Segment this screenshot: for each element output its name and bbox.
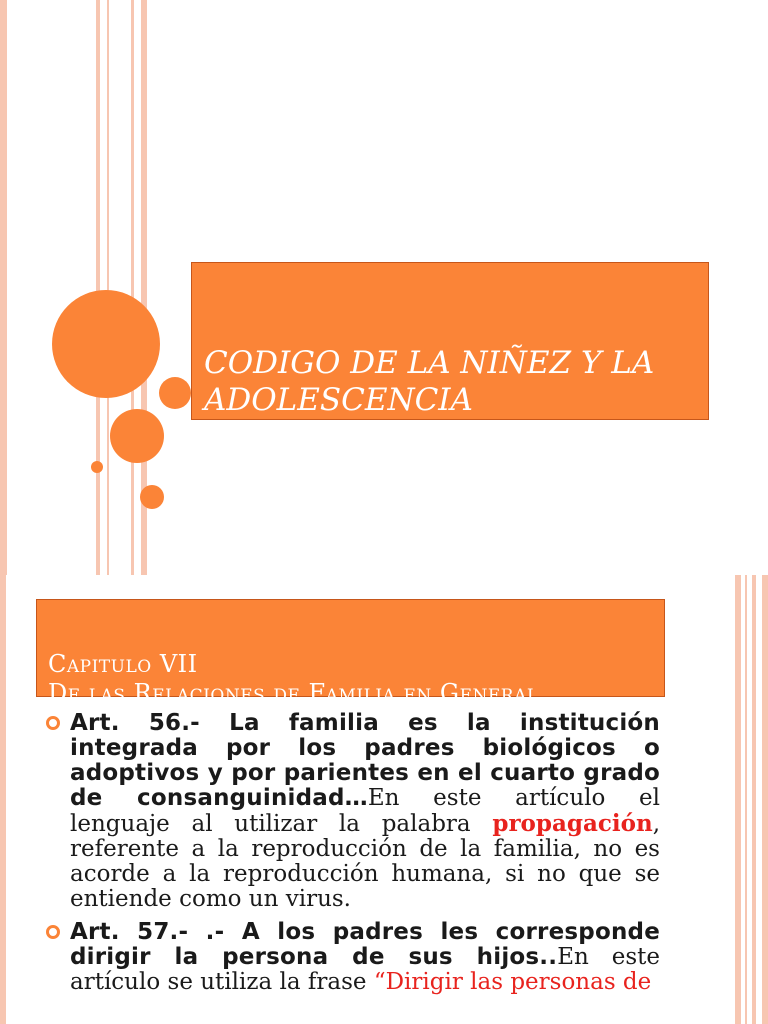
slide-2 <box>0 575 768 1024</box>
article-56-text-end: , referente a la reproducción de la familia, no es acorde a la reproducción humana, si no que se entiende como un virus. <box>70 811 660 912</box>
decorative-stripe <box>735 575 741 1024</box>
decorative-circle-medium <box>110 409 164 463</box>
bullet-ring-icon <box>46 925 60 939</box>
highlight-word: propagación <box>492 810 653 837</box>
slide-title: CODIGO DE LA NIÑEZ Y LA ADOLESCENCIA <box>204 345 655 418</box>
decorative-stripe <box>107 0 109 575</box>
decorative-stripe <box>762 575 768 1024</box>
bullet-ring-icon <box>46 716 60 730</box>
decorative-stripe <box>752 575 756 1024</box>
decorative-circle-tiny <box>91 461 103 473</box>
decorative-circle-small <box>159 377 191 409</box>
article-56-title: Art. 56.- La familia es la institución integrada por los padres biológicos o adoptivos y por parientes en el cuarto grado de consanguinidad… <box>70 710 660 811</box>
decorative-stripe <box>131 0 134 575</box>
chapter-heading-box <box>36 599 665 707</box>
list-item <box>46 711 660 912</box>
decorative-circle-small-2 <box>140 485 164 509</box>
decorative-stripe <box>96 0 100 575</box>
list-item <box>46 920 660 995</box>
quoted-phrase: “Dirigir las personas de <box>373 969 652 995</box>
bullet-list <box>46 711 660 1003</box>
decorative-stripe <box>0 575 6 1024</box>
chapter-title: Capitulo VII <box>48 650 198 678</box>
decorative-stripe <box>745 575 747 1024</box>
decorative-circle-large <box>52 290 160 398</box>
title-box <box>191 262 709 420</box>
article-57-title: Art. 57.- .- A los padres les corresponde dirigir la persona de sus hijos.. <box>70 919 660 970</box>
chapter-subtitle: De las Relaciones de Familia en General <box>48 679 539 707</box>
article-57-text: En este artículo se utiliza la frase <box>70 944 660 995</box>
article-56-text: En este artículo el lenguaje al utilizar la palabra <box>70 785 660 837</box>
decorative-stripe <box>0 0 7 575</box>
